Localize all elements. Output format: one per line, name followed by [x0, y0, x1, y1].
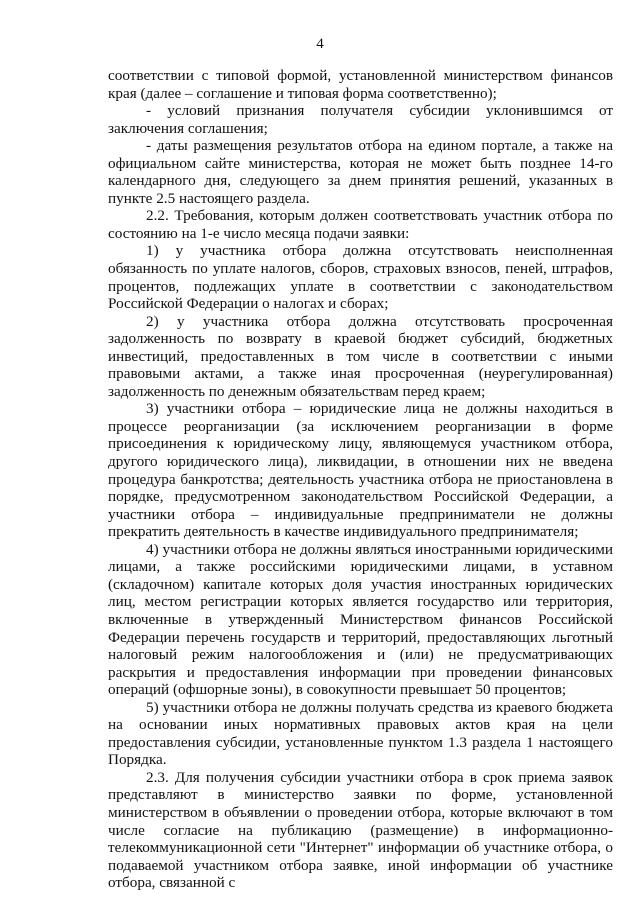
paragraph-item-publication-dates: - даты размещения результатов отбора на едином портале, а также на официальном сайте министерства, которая не может быть позднее 14-го календарного дня, следующего за днем принятия решений, указанных в пункте 2.5 настоящего раздела.	[108, 137, 613, 207]
document-body	[108, 67, 613, 892]
paragraph-section-2-3: 2.3. Для получения субсидии участники отбора в срок приема заявок представляют в министерство заявки по форме, установленной министерством в объявлении о проведении отбора, которые включают в том числе согласие на публикацию (размещение) в информационно-телекоммуникационной сети "Интернет" информации об участнике отбора, о подаваемой участником отбора заявке, иной информации об участнике отбора, связанной с	[108, 768, 613, 892]
paragraph-requirement-2: 2) у участника отбора должна отсутствовать просроченная задолженность по возврату в краевой бюджет субсидий, бюджетных инвестиций, предоставленных в том числе в соответствии с иными правовыми актами, а также иная просроченная (неурегулированная) задолженность по денежным обязательствам перед краем;	[108, 312, 613, 400]
paragraph-continuation: соответствии с типовой формой, установленной министерством финансов края (далее – соглашение и типовая форма соответственно);	[108, 67, 613, 102]
paragraph-requirement-1: 1) у участника отбора должна отсутствовать неисполненная обязанность по уплате налогов, сборов, страховых взносов, пеней, штрафов, процентов, подлежащих уплате в соответствии с законодательством Российской Федерации о налогах и сборах;	[108, 242, 613, 313]
paragraph-requirement-3: 3) участники отбора – юридические лица не должны находиться в процессе реорганизации (за исключением реорганизации в форме присоединения к юридическому лицу, являющемуся участником отбора, другого юридического лица), ликвидации, в отношении них не введена процедура банкротства; деятельность участника отбора не приостановлена в порядке, предусмотренном законодательством Российской Федерации, а участники отбора – индивидуальные предприниматели не должны прекратить деятельность в качестве индивидуального предпринимателя;	[108, 400, 613, 541]
paragraph-requirement-4: 4) участники отбора не должны являться иностранными юридическими лицами, а также российскими юридическими лицами, в уставном (складочном) капитале которых доля участия иностранных юридических лиц, местом регистрации которых является государство или территория, включенные в утвержденный Министерством финансов Российской Федерации перечень государств и территорий, предоставляющих льготный налоговый режим налогообложения и (или) не предусматривающих раскрытия и предоставления информации при проведении финансовых операций (офшорные зоны), в совокупности превышает 50 процентов;	[108, 540, 613, 699]
paragraph-section-2-2: 2.2. Требования, которым должен соответствовать участник отбора по состоянию на 1-е число месяца подачи заявки:	[108, 207, 613, 242]
page-number: 4	[316, 36, 324, 52]
paragraph-requirement-5: 5) участники отбора не должны получать средства из краевого бюджета на основании иных нормативных правовых актов края на цели предоставления субсидии, установленные пунктом 1.3 раздела 1 настоящего Порядка.	[108, 698, 613, 769]
paragraph-item-recognition-conditions: - условий признания получателя субсидии уклонившимся от заключения соглашения;	[108, 102, 613, 137]
